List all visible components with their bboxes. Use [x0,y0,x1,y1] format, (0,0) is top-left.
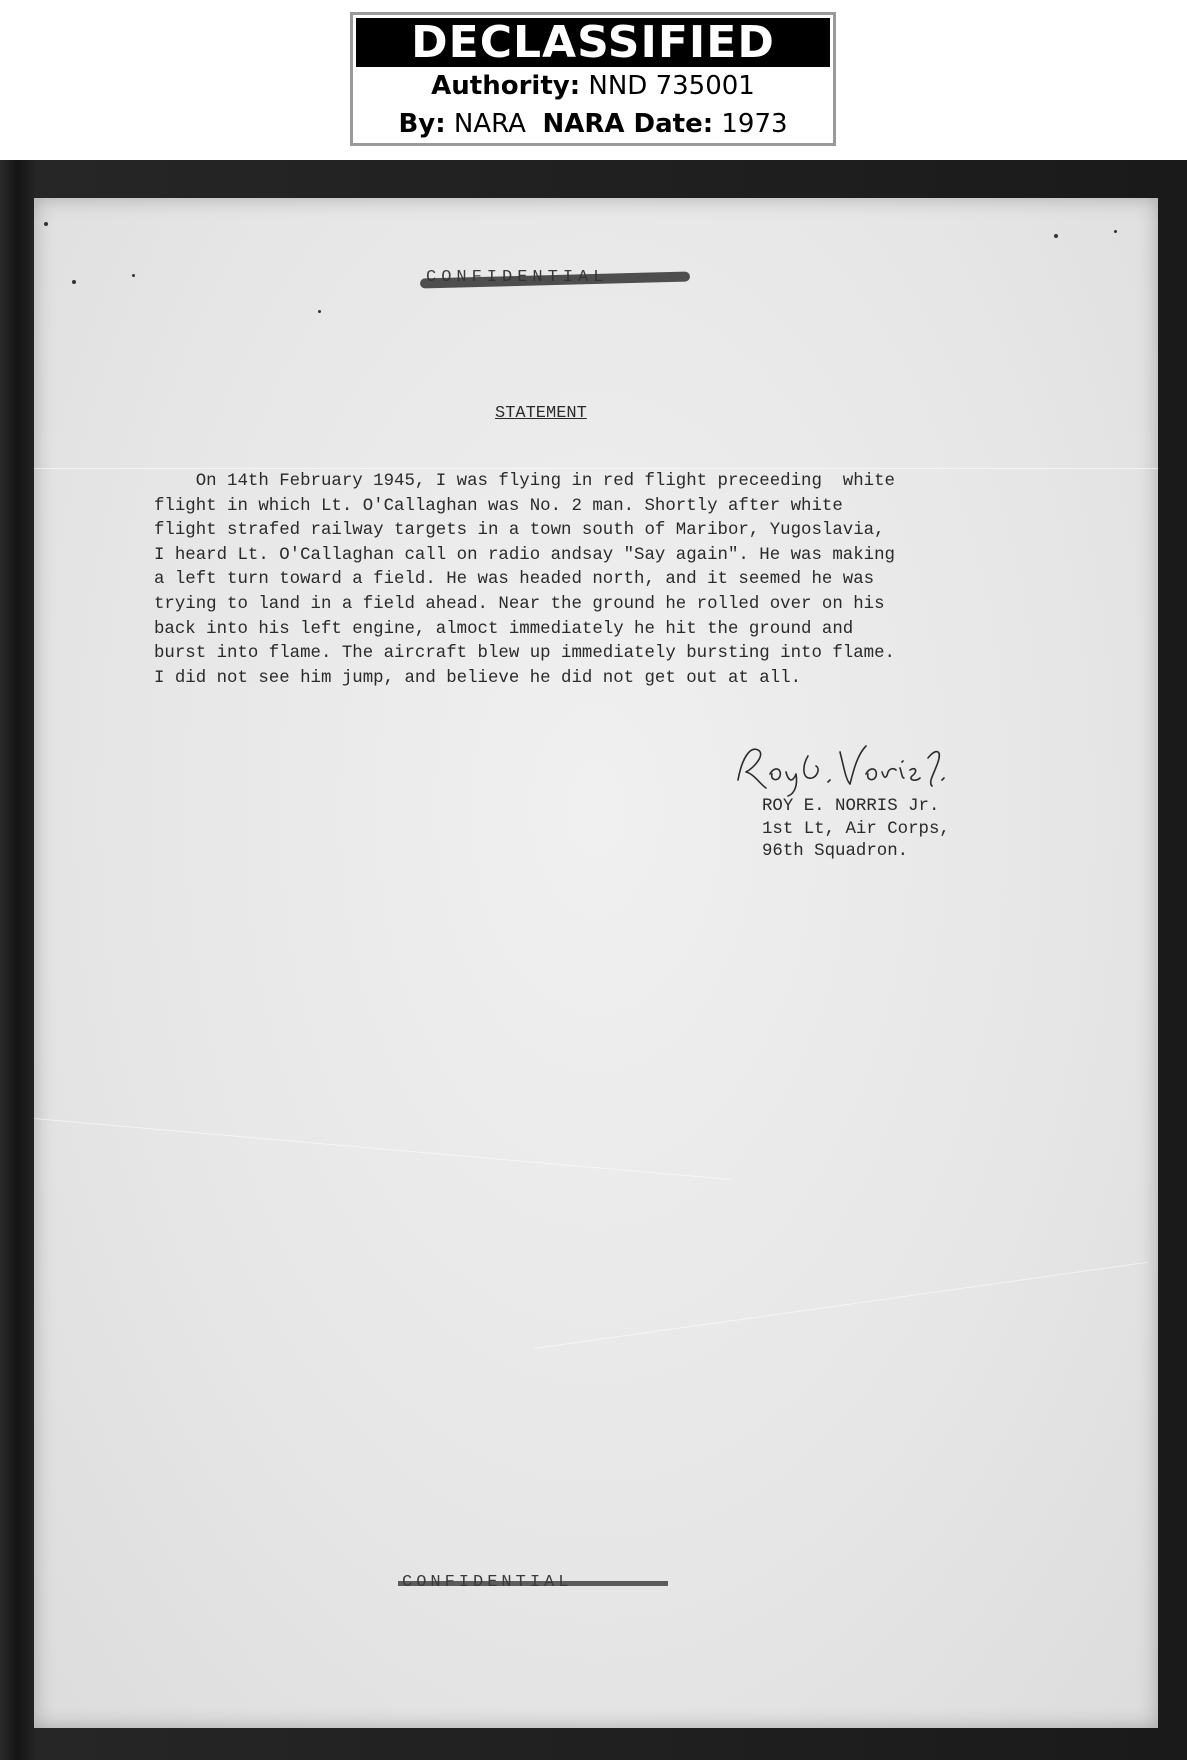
body-line: back into his left engine, almoct immediately he hit the ground and [154,619,854,639]
scan-scratch [34,1118,731,1180]
scan-scratch [534,1262,1148,1349]
scan-scratch [34,468,1158,469]
document-page [34,198,1158,1728]
body-line: burst into flame. The aircraft blew up immediately bursting into flame. [154,644,895,664]
stamp-by-label: By: [398,109,446,139]
signer-name: ROY E. NORRIS Jr. [762,797,940,816]
classification-marking-bottom [402,1573,572,1592]
body-line: I did not see him jump, and believe he did not get out at all. [154,668,802,688]
statement-body [154,470,1014,691]
scan-speck [1054,234,1058,238]
stamp-date-label: NARA Date: [542,109,714,139]
body-line: a left turn toward a field. He was headed north, and it seemed he was [154,570,875,590]
stamp-title: DECLASSIFIED [356,18,830,67]
stamp-by-value: NARA [453,109,526,139]
stamp-date-value: 1973 [721,109,788,139]
stamp-authority-line [353,67,833,105]
handwritten-signature [732,728,962,798]
stamp-authority-label: Authority: [431,71,581,101]
signature-block [762,796,950,864]
scan-frame [0,160,1187,1760]
scan-speck [44,222,48,226]
scan-speck [318,310,321,313]
scan-speck [72,280,76,284]
classification-marking-top [426,268,608,287]
body-line: flight strafed railway targets in a town south of Maribor, Yugoslavia, [154,521,885,541]
stamp-authority-value: NND 735001 [588,71,755,101]
declassified-stamp [350,12,836,146]
scan-speck [132,274,135,277]
body-line: I heard Lt. O'Callaghan call on radio andsay "Say again". He was making [154,545,895,565]
body-line: trying to land in a field ahead. Near the ground he rolled over on his [154,594,885,614]
body-line: On 14th February 1945, I was flying in red flight preceeding white [154,472,895,491]
body-line: flight in which Lt. O'Callaghan was No. 2 man. Shortly after white [154,496,843,516]
redaction-strike [398,1581,668,1586]
signer-rank: 1st Lt, Air Corps, [762,819,950,839]
signer-unit: 96th Squadron. [762,842,909,861]
stamp-by-line [353,105,833,143]
statement-heading: STATEMENT [495,404,587,423]
scan-speck [1114,230,1117,233]
